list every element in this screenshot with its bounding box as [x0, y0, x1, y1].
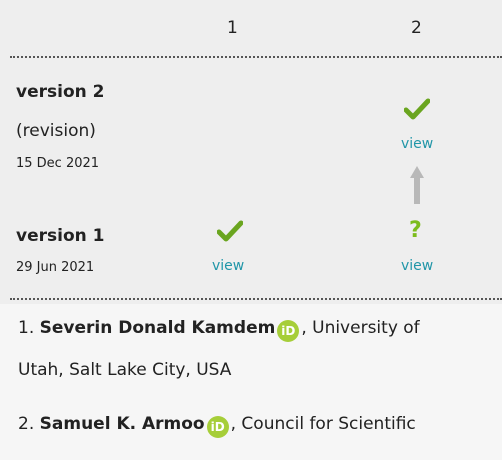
version-2-date: 15 Dec 2021	[16, 156, 100, 171]
author-1-affiliation: , University of	[301, 318, 420, 338]
author-1-name[interactable]: Severin Donald Kamdem	[39, 318, 276, 338]
author-2	[18, 414, 416, 438]
author-1-number: 1.	[18, 318, 35, 338]
version-1-reviewer-2-view-link[interactable]: view	[401, 258, 434, 274]
orcid-icon[interactable]: iD	[207, 416, 229, 438]
version-1-reviewer-1-view-link[interactable]: view	[212, 258, 245, 274]
divider-bottom	[10, 298, 502, 300]
author-1-affiliation-cont: Utah, Salt Lake City, USA	[18, 360, 232, 380]
orcid-icon[interactable]: iD	[277, 320, 299, 342]
author-2-affiliation: , Council for Scientific	[230, 414, 416, 434]
revision-arrow-up-icon	[409, 164, 425, 206]
approved-check-icon	[404, 98, 430, 120]
pending-question-icon: ?	[409, 218, 422, 243]
version-2-title: version 2	[16, 82, 105, 102]
column-header-2: 2	[411, 18, 422, 38]
version-1-title: version 1	[16, 226, 105, 246]
version-2-subtitle: (revision)	[16, 121, 96, 141]
version-1-date: 29 Jun 2021	[16, 260, 95, 275]
author-list	[0, 304, 502, 460]
divider-top	[10, 56, 502, 58]
author-2-name[interactable]: Samuel K. Armoo	[39, 414, 205, 434]
column-header-1: 1	[227, 18, 238, 38]
author-1	[18, 318, 420, 342]
approved-check-icon	[217, 220, 243, 242]
author-2-number: 2.	[18, 414, 35, 434]
version-2-reviewer-2-view-link[interactable]: view	[401, 136, 434, 152]
